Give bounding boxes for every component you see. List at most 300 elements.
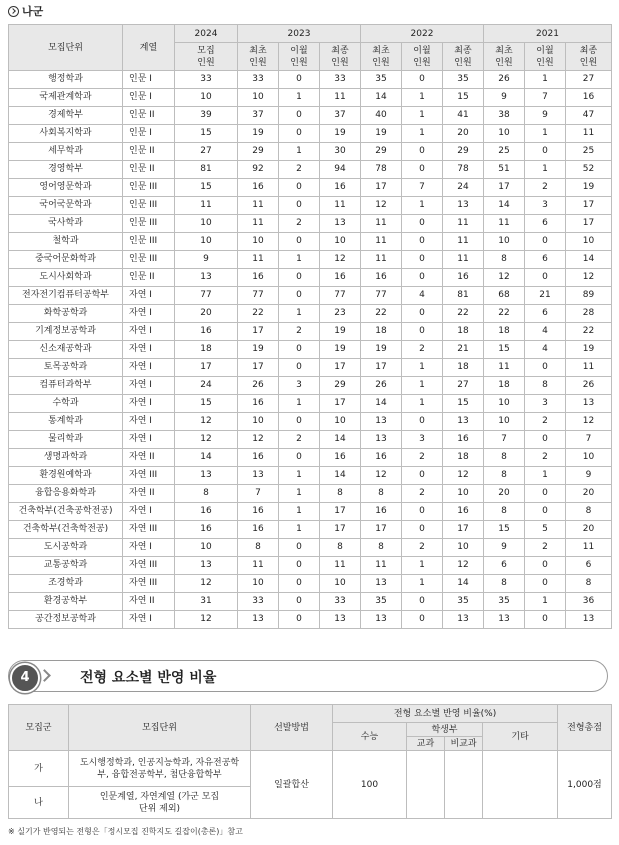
count-cell: 35 — [361, 593, 402, 611]
dept-type: 인문 III — [123, 197, 175, 215]
section-4-header — [8, 660, 610, 694]
dept-name: 도시사회학과 — [9, 269, 123, 287]
ratio-header-etc: 기타 — [483, 723, 558, 751]
count-cell: 2 — [402, 449, 443, 467]
count-cell: 39 — [175, 107, 238, 125]
count-cell: 17 — [320, 521, 361, 539]
count-cell: 0 — [402, 143, 443, 161]
count-cell: 0 — [525, 269, 566, 287]
table-row — [9, 341, 612, 359]
count-cell: 16 — [566, 89, 612, 107]
count-cell: 1 — [402, 359, 443, 377]
dept-type: 인문 II — [123, 269, 175, 287]
count-cell: 1 — [525, 71, 566, 89]
count-cell: 0 — [402, 71, 443, 89]
dept-type: 자연 I — [123, 539, 175, 557]
dept-type: 인문 I — [123, 89, 175, 107]
count-cell: 0 — [402, 215, 443, 233]
count-cell: 19 — [566, 179, 612, 197]
dept-name: 물리학과 — [9, 431, 123, 449]
dept-type: 인문 III — [123, 179, 175, 197]
count-cell: 25 — [484, 143, 525, 161]
header-type: 계열 — [123, 25, 175, 71]
subheader-2023-final: 최종 인원 — [320, 43, 361, 71]
count-cell: 10 — [443, 539, 484, 557]
count-cell: 19 — [320, 323, 361, 341]
count-cell: 1 — [279, 305, 320, 323]
count-cell: 33 — [238, 71, 279, 89]
table-row — [9, 305, 612, 323]
table-row — [9, 233, 612, 251]
dept-name: 철학과 — [9, 233, 123, 251]
ratio-etc — [483, 751, 558, 819]
count-cell: 41 — [443, 107, 484, 125]
count-cell: 1 — [525, 161, 566, 179]
count-cell: 0 — [279, 341, 320, 359]
count-cell: 18 — [484, 377, 525, 395]
count-cell: 12 — [175, 611, 238, 629]
count-cell: 10 — [238, 575, 279, 593]
dept-name: 융합응용화학과 — [9, 485, 123, 503]
dept-name: 통계학과 — [9, 413, 123, 431]
count-cell: 9 — [566, 467, 612, 485]
count-cell: 1 — [279, 521, 320, 539]
count-cell: 15 — [484, 341, 525, 359]
count-cell: 11 — [238, 557, 279, 575]
count-cell: 3 — [525, 197, 566, 215]
count-cell: 17 — [443, 521, 484, 539]
count-cell: 12 — [361, 467, 402, 485]
table-row — [9, 485, 612, 503]
count-cell: 15 — [175, 179, 238, 197]
count-cell: 14 — [361, 89, 402, 107]
count-cell: 0 — [402, 161, 443, 179]
count-cell: 31 — [175, 593, 238, 611]
subheader-2022-carryover: 이월 인원 — [402, 43, 443, 71]
table-row — [9, 431, 612, 449]
count-cell: 14 — [566, 251, 612, 269]
dept-type: 자연 II — [123, 449, 175, 467]
count-cell: 52 — [566, 161, 612, 179]
table-row — [9, 161, 612, 179]
count-cell: 29 — [361, 143, 402, 161]
count-cell: 0 — [525, 557, 566, 575]
count-cell: 11 — [320, 89, 361, 107]
count-cell: 16 — [175, 521, 238, 539]
count-cell: 0 — [402, 251, 443, 269]
count-cell: 13 — [320, 611, 361, 629]
count-cell: 8 — [238, 539, 279, 557]
count-cell: 18 — [443, 449, 484, 467]
ratio-header-student: 학생부 — [407, 723, 483, 737]
count-cell: 9 — [484, 89, 525, 107]
count-cell: 21 — [443, 341, 484, 359]
count-cell: 0 — [525, 485, 566, 503]
count-cell: 7 — [402, 179, 443, 197]
count-cell: 3 — [402, 431, 443, 449]
count-cell: 8 — [566, 503, 612, 521]
dept-name: 조경학과 — [9, 575, 123, 593]
dept-name: 국제관계학과 — [9, 89, 123, 107]
count-cell: 11 — [566, 539, 612, 557]
table-row — [9, 215, 612, 233]
count-cell: 1 — [402, 125, 443, 143]
header-year-2021: 2021 — [484, 25, 612, 43]
count-cell: 14 — [484, 197, 525, 215]
count-cell: 10 — [566, 449, 612, 467]
count-cell: 2 — [525, 539, 566, 557]
dept-type: 자연 I — [123, 503, 175, 521]
subheader-2021-final: 최종 인원 — [566, 43, 612, 71]
count-cell: 2 — [279, 323, 320, 341]
count-cell: 13 — [484, 611, 525, 629]
count-cell: 17 — [238, 323, 279, 341]
count-cell: 0 — [402, 503, 443, 521]
dept-name: 생명과학과 — [9, 449, 123, 467]
count-cell: 0 — [279, 107, 320, 125]
ratio-suneung: 100 — [333, 751, 407, 819]
count-cell: 33 — [320, 593, 361, 611]
count-cell: 8 — [525, 377, 566, 395]
count-cell: 10 — [175, 89, 238, 107]
table-row — [9, 467, 612, 485]
section-number: 4 — [10, 663, 40, 693]
ratio-subject — [407, 751, 445, 819]
count-cell: 6 — [525, 305, 566, 323]
count-cell: 68 — [484, 287, 525, 305]
subheader-2024-quota: 모집 인원 — [175, 43, 238, 71]
count-cell: 1 — [279, 251, 320, 269]
count-cell: 0 — [402, 233, 443, 251]
count-cell: 0 — [279, 179, 320, 197]
dept-type: 자연 I — [123, 341, 175, 359]
count-cell: 17 — [238, 359, 279, 377]
count-cell: 10 — [238, 89, 279, 107]
count-cell: 2 — [402, 341, 443, 359]
dept-name: 세무학과 — [9, 143, 123, 161]
header-unit: 모집단위 — [9, 25, 123, 71]
table-row — [9, 449, 612, 467]
count-cell: 35 — [443, 71, 484, 89]
dept-name: 전자전기컴퓨터공학부 — [9, 287, 123, 305]
count-cell: 40 — [361, 107, 402, 125]
count-cell: 92 — [238, 161, 279, 179]
count-cell: 8 — [320, 485, 361, 503]
count-cell: 11 — [320, 197, 361, 215]
count-cell: 10 — [175, 539, 238, 557]
count-cell: 0 — [402, 593, 443, 611]
count-cell: 13 — [361, 611, 402, 629]
count-cell: 26 — [238, 377, 279, 395]
count-cell: 18 — [484, 323, 525, 341]
count-cell: 35 — [484, 593, 525, 611]
count-cell: 10 — [443, 485, 484, 503]
count-cell: 0 — [525, 611, 566, 629]
count-cell: 77 — [175, 287, 238, 305]
table-row — [9, 377, 612, 395]
count-cell: 0 — [402, 269, 443, 287]
recruitment-table — [8, 24, 612, 629]
dept-type: 인문 II — [123, 143, 175, 161]
table-row — [9, 269, 612, 287]
table-row — [9, 89, 612, 107]
count-cell: 35 — [443, 593, 484, 611]
table-row — [9, 107, 612, 125]
table-row — [9, 71, 612, 89]
count-cell: 16 — [238, 449, 279, 467]
count-cell: 12 — [361, 197, 402, 215]
header-year-2023: 2023 — [238, 25, 361, 43]
dept-name: 경영학부 — [9, 161, 123, 179]
count-cell: 16 — [443, 269, 484, 287]
count-cell: 19 — [238, 125, 279, 143]
circle-arrow-icon — [8, 6, 19, 17]
count-cell: 8 — [484, 467, 525, 485]
count-cell: 12 — [443, 557, 484, 575]
count-cell: 16 — [361, 503, 402, 521]
count-cell: 19 — [566, 341, 612, 359]
count-cell: 6 — [566, 557, 612, 575]
dept-type: 인문 II — [123, 107, 175, 125]
count-cell: 25 — [566, 143, 612, 161]
count-cell: 0 — [525, 503, 566, 521]
count-cell: 8 — [361, 485, 402, 503]
count-cell: 8 — [320, 539, 361, 557]
count-cell: 11 — [361, 233, 402, 251]
count-cell: 16 — [361, 449, 402, 467]
count-cell: 11 — [484, 359, 525, 377]
count-cell: 24 — [175, 377, 238, 395]
count-cell: 3 — [279, 377, 320, 395]
ratio-unit-ga: 도시행정학과, 인공지능학과, 자유전공학부, 융합전공학부, 첨단융합학부 — [69, 751, 251, 787]
count-cell: 1 — [402, 197, 443, 215]
count-cell: 19 — [320, 341, 361, 359]
count-cell: 8 — [361, 539, 402, 557]
table-row — [9, 359, 612, 377]
count-cell: 0 — [402, 611, 443, 629]
count-cell: 0 — [279, 611, 320, 629]
count-cell: 12 — [175, 431, 238, 449]
dept-name: 교통공학과 — [9, 557, 123, 575]
ratio-header-subject: 교과 — [407, 737, 445, 751]
count-cell: 11 — [566, 359, 612, 377]
count-cell: 12 — [175, 413, 238, 431]
count-cell: 13 — [175, 557, 238, 575]
count-cell: 1 — [279, 143, 320, 161]
count-cell: 7 — [525, 89, 566, 107]
count-cell: 17 — [361, 359, 402, 377]
dept-name: 사회복지학과 — [9, 125, 123, 143]
dept-type: 자연 I — [123, 377, 175, 395]
subheader-2023-carryover: 이월 인원 — [279, 43, 320, 71]
ratio-header-suneung: 수능 — [333, 723, 407, 751]
footnote: ※ 실기가 반영되는 전형은「정시모집 진학지도 길잡이(총론)」참고 — [8, 827, 243, 836]
subheader-2022-initial: 최초 인원 — [361, 43, 402, 71]
count-cell: 8 — [175, 485, 238, 503]
count-cell: 2 — [402, 485, 443, 503]
dept-name: 수학과 — [9, 395, 123, 413]
count-cell: 13 — [443, 197, 484, 215]
count-cell: 16 — [238, 395, 279, 413]
header-year-2024: 2024 — [175, 25, 238, 43]
dept-name: 국어국문학과 — [9, 197, 123, 215]
count-cell: 19 — [361, 341, 402, 359]
count-cell: 17 — [361, 179, 402, 197]
count-cell: 26 — [484, 71, 525, 89]
table-row — [9, 539, 612, 557]
count-cell: 0 — [279, 233, 320, 251]
count-cell: 1 — [525, 593, 566, 611]
ratio-nonsubject — [445, 751, 483, 819]
count-cell: 0 — [279, 197, 320, 215]
count-cell: 37 — [238, 107, 279, 125]
ratio-group-ga: 가 — [9, 751, 69, 787]
dept-type: 인문 III — [123, 215, 175, 233]
count-cell: 10 — [484, 125, 525, 143]
count-cell: 11 — [361, 251, 402, 269]
ratio-total: 1,000점 — [558, 751, 612, 819]
count-cell: 17 — [320, 359, 361, 377]
count-cell: 21 — [525, 287, 566, 305]
count-cell: 17 — [175, 359, 238, 377]
count-cell: 17 — [566, 197, 612, 215]
count-cell: 12 — [175, 575, 238, 593]
dept-type: 인문 III — [123, 251, 175, 269]
count-cell: 51 — [484, 161, 525, 179]
dept-name: 건축학부(건축공학전공) — [9, 503, 123, 521]
dept-name: 건축학부(건축학전공) — [9, 521, 123, 539]
count-cell: 10 — [566, 233, 612, 251]
subheader-2023-initial: 최초 인원 — [238, 43, 279, 71]
count-cell: 13 — [238, 467, 279, 485]
count-cell: 15 — [443, 89, 484, 107]
count-cell: 18 — [443, 323, 484, 341]
dept-type: 자연 I — [123, 323, 175, 341]
count-cell: 1 — [402, 395, 443, 413]
count-cell: 22 — [443, 305, 484, 323]
count-cell: 5 — [525, 521, 566, 539]
count-cell: 12 — [566, 269, 612, 287]
table-row — [9, 287, 612, 305]
dept-name: 환경원예학과 — [9, 467, 123, 485]
count-cell: 11 — [361, 215, 402, 233]
count-cell: 16 — [320, 179, 361, 197]
count-cell: 19 — [238, 341, 279, 359]
count-cell: 16 — [238, 269, 279, 287]
count-cell: 9 — [175, 251, 238, 269]
count-cell: 14 — [320, 431, 361, 449]
group-heading — [8, 4, 43, 18]
dept-name: 기계정보공학과 — [9, 323, 123, 341]
count-cell: 20 — [443, 125, 484, 143]
table-row — [9, 557, 612, 575]
count-cell: 10 — [484, 413, 525, 431]
count-cell: 20 — [566, 485, 612, 503]
count-cell: 17 — [566, 215, 612, 233]
count-cell: 0 — [279, 539, 320, 557]
count-cell: 16 — [175, 503, 238, 521]
dept-name: 화학공학과 — [9, 305, 123, 323]
ratio-group-na: 나 — [9, 787, 69, 819]
count-cell: 0 — [279, 125, 320, 143]
count-cell: 29 — [443, 143, 484, 161]
count-cell: 18 — [361, 323, 402, 341]
count-cell: 13 — [361, 413, 402, 431]
table-row — [9, 575, 612, 593]
count-cell: 10 — [238, 413, 279, 431]
count-cell: 0 — [279, 575, 320, 593]
dept-type: 자연 I — [123, 611, 175, 629]
count-cell: 33 — [238, 593, 279, 611]
dept-type: 인문 II — [123, 161, 175, 179]
table-row — [9, 503, 612, 521]
count-cell: 19 — [320, 125, 361, 143]
count-cell: 22 — [566, 323, 612, 341]
count-cell: 0 — [279, 269, 320, 287]
count-cell: 0 — [279, 359, 320, 377]
table-row — [9, 395, 612, 413]
count-cell: 37 — [320, 107, 361, 125]
ratio-unit-na: 인문계열, 자연계열 (가군 모집단위 제외) — [69, 787, 251, 819]
group-heading-label: 나군 — [22, 5, 44, 18]
count-cell: 0 — [279, 413, 320, 431]
count-cell: 8 — [484, 449, 525, 467]
count-cell: 13 — [238, 611, 279, 629]
table-row — [9, 521, 612, 539]
count-cell: 0 — [525, 431, 566, 449]
count-cell: 1 — [525, 125, 566, 143]
count-cell: 1 — [402, 107, 443, 125]
count-cell: 89 — [566, 287, 612, 305]
count-cell: 1 — [279, 503, 320, 521]
count-cell: 10 — [175, 233, 238, 251]
dept-name: 환경공학부 — [9, 593, 123, 611]
count-cell: 7 — [484, 431, 525, 449]
dept-type: 인문 I — [123, 71, 175, 89]
count-cell: 0 — [279, 449, 320, 467]
count-cell: 14 — [443, 575, 484, 593]
ratio-header-nonsubject: 비교과 — [445, 737, 483, 751]
ratio-method: 일괄합산 — [251, 751, 333, 819]
count-cell: 26 — [566, 377, 612, 395]
count-cell: 1 — [402, 557, 443, 575]
count-cell: 1 — [279, 395, 320, 413]
dept-type: 인문 III — [123, 233, 175, 251]
count-cell: 36 — [566, 593, 612, 611]
ratio-header-unit: 모집단위 — [69, 705, 251, 751]
count-cell: 29 — [238, 143, 279, 161]
count-cell: 0 — [402, 467, 443, 485]
count-cell: 19 — [361, 125, 402, 143]
count-cell: 8 — [484, 503, 525, 521]
count-cell: 0 — [402, 413, 443, 431]
dept-type: 인문 I — [123, 125, 175, 143]
count-cell: 78 — [443, 161, 484, 179]
section-title: 전형 요소별 반영 비율 — [80, 670, 217, 686]
count-cell: 4 — [402, 287, 443, 305]
count-cell: 0 — [279, 287, 320, 305]
count-cell: 10 — [320, 233, 361, 251]
dept-name: 컴퓨터과학부 — [9, 377, 123, 395]
count-cell: 16 — [320, 449, 361, 467]
dept-type: 자연 III — [123, 467, 175, 485]
count-cell: 13 — [566, 395, 612, 413]
count-cell: 81 — [175, 161, 238, 179]
dept-name: 행정학과 — [9, 71, 123, 89]
count-cell: 7 — [238, 485, 279, 503]
count-cell: 20 — [566, 521, 612, 539]
count-cell: 77 — [238, 287, 279, 305]
